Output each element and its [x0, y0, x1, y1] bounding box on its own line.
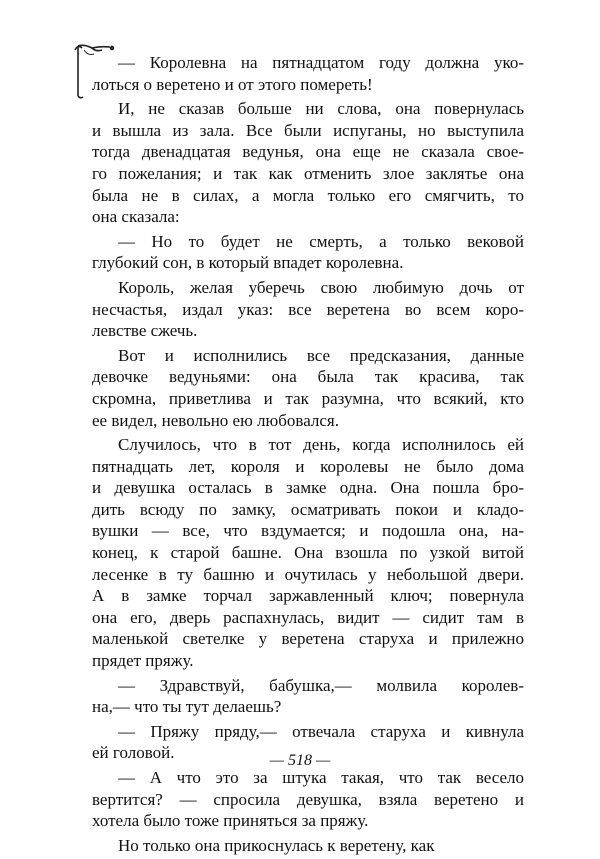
text-line: — Здравствуй, бабушка,— молвила королев- — [118, 675, 524, 695]
text-line: дить всюду по замку, осматривать покои и кладо- — [92, 499, 524, 519]
paragraph — [92, 98, 524, 228]
body-text — [92, 52, 524, 859]
text-line: лоться о веретено и от этого помереть! — [92, 74, 373, 94]
text-line: прядет пряжу. — [92, 651, 194, 671]
text-line: ее видел, невольно ею любовался. — [92, 410, 339, 430]
text-line: И, не сказав больше ни слова, она повернулась — [118, 99, 524, 119]
paragraph — [92, 767, 524, 832]
page-number: — 518 — — [269, 752, 331, 769]
paragraph — [92, 675, 524, 718]
text-line: — Пряжу пряду,— отвечала старуха и кивнула — [118, 721, 524, 741]
text-line: маленькой светелке у веретена старуха и прилежно — [92, 629, 524, 649]
text-line: вушки — все, что вздумается; и подошла она, на- — [92, 521, 524, 541]
paragraph — [92, 277, 524, 342]
paragraph — [92, 52, 524, 95]
text-line: вертится? — спросила девушка, взяла веретено и — [92, 789, 524, 809]
text-line: Но только она прикоснулась к веретену, как — [118, 835, 435, 855]
text-line: ей головой. — [92, 743, 175, 763]
text-line: — Но то будет не смерть, а только вековой — [118, 231, 524, 251]
text-line: Случилось, что в тот день, когда исполнилось ей — [118, 435, 524, 455]
text-line: лесенке в ту башню и очутилась у небольшой двери. — [92, 564, 524, 584]
paragraph — [92, 231, 524, 274]
text-line: Вот и исполнились все предсказания, данные — [118, 345, 524, 365]
paragraph — [92, 434, 524, 672]
text-line: А в замке торчал заржавленный ключ; повернула — [92, 586, 524, 606]
text-line: глубокий сон, в который впадет королевна. — [92, 253, 404, 273]
paragraph — [92, 835, 524, 857]
text-line: левстве сжечь. — [92, 321, 198, 341]
text-line: пятнадцать лет, короля и королевы не было дома — [92, 456, 524, 476]
text-line: она сказала: — [92, 207, 180, 227]
text-line: она его, дверь распахнулась, видит — сидит там в — [92, 607, 524, 627]
text-line: хотела было тоже приняться за пряжу. — [92, 811, 369, 831]
text-line: на,— что ты тут делаешь? — [92, 697, 282, 717]
text-line: — А что это за штука такая, что так весело — [118, 768, 524, 787]
text-line: скромна, приветлива и так разумна, что всякий, кто — [92, 388, 524, 408]
text-line: и девушка осталась в замке одна. Она пошла бро- — [92, 478, 524, 498]
text-line: — Королевна на пятнадцатом году должна уко- — [118, 53, 524, 72]
paragraph — [92, 345, 524, 431]
text-line: тогда двенадцатая ведунья, она еще не сказала свое- — [92, 142, 524, 162]
text-line: го пожелания; и так как отменить злое заклятье она — [92, 163, 524, 183]
text-line: несчастья, издал указ: все веретена во всем коро- — [92, 299, 524, 319]
text-line: и вышла из зала. Все были испуганы, но выступила — [92, 120, 524, 140]
text-line: Король, желая уберечь свою любимую дочь от — [118, 277, 524, 297]
text-line: конец, к старой башне. Она взошла по узкой витой — [92, 543, 524, 563]
text-line: девочке ведуньями: она была так красива, так — [92, 367, 524, 387]
text-line: была не в силах, а могла только его смягчить, то — [92, 185, 524, 205]
